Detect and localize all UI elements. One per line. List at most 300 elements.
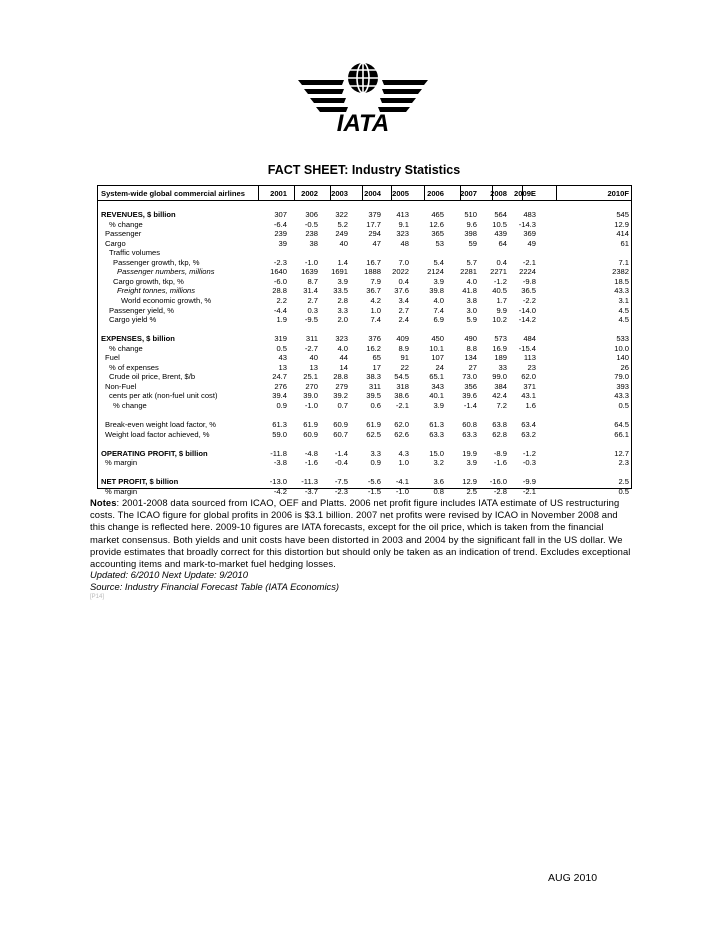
table-cell: 376: [368, 334, 381, 344]
table-cell: -4.1: [395, 477, 409, 487]
table-cell: -7.5: [334, 477, 348, 487]
table-cell: 3.2: [433, 458, 444, 468]
table-cell: 1691: [331, 267, 348, 277]
table-cell: 3.3: [337, 305, 348, 315]
table-cell: 510: [464, 210, 477, 219]
year-header: 2007: [460, 189, 477, 198]
table-cell: 3.8: [466, 295, 477, 305]
table-cell: 343: [431, 381, 444, 391]
table-cell: 5.2: [337, 219, 348, 229]
table-cell: 66.1: [614, 429, 629, 439]
left-wing-icon: [298, 80, 348, 112]
table-cell: 7.4: [370, 315, 381, 325]
table-cell: -4.2: [273, 486, 287, 496]
table-cell: 0.4: [496, 257, 507, 267]
row-label: Passenger: [105, 229, 142, 239]
iata-logo: [296, 60, 430, 134]
table-cell: 2.5: [466, 486, 477, 496]
table-cell: 64.5: [614, 420, 629, 430]
table-cell: 36.7: [366, 286, 381, 296]
year-header: 2002: [301, 189, 318, 198]
table-cell: 3.6: [433, 477, 444, 487]
page-title: FACT SHEET: Industry Statistics: [267, 163, 461, 177]
table-cell: 533: [616, 334, 629, 344]
column-divider: [556, 186, 557, 201]
table-cell: 413: [396, 210, 409, 219]
table-cell: 19.9: [462, 448, 477, 458]
table-cell: 59: [468, 238, 477, 248]
row-label: % margin: [105, 458, 138, 468]
table-cell: 1.9: [276, 315, 287, 325]
table-cell: 40.1: [429, 391, 444, 401]
table-cell: -14.0: [518, 305, 536, 315]
table-cell: 22: [400, 362, 409, 372]
table-cell: 24.7: [272, 372, 287, 382]
table-cell: 73.0: [462, 372, 477, 382]
notes-text: : 2001-2008 data sourced from ICAO, OEF and Platts. 2006 net profit figure includes IATA estimate of US restructuring costs. The ICAO figure for global profits in 2006 is $3.1 billion. 2007 net profits were revised by ICAO in November 2008 and this change is reflected here. 2009-10 figures are IATA forecasts, except for the oil price, which is taken from the financial market consensus. Both yields and unit costs have been distorted in 2003 and 2004 by the significant fall in the US dollar. We provide estimates that broadly correct for this distortion but should only be taken as an indication of trend. Excludes exceptional accounting items and mark-to-market fuel hedging losses.: [90, 497, 631, 570]
row-label: Fuel: [105, 353, 120, 363]
table-cell: 439: [494, 229, 507, 239]
table-cell: 379: [368, 210, 381, 219]
table-cell: 306: [305, 210, 318, 219]
table-cell: 47: [372, 238, 381, 248]
table-cell: 564: [494, 210, 507, 219]
row-label: % change: [109, 343, 143, 353]
table-cell: 140: [616, 353, 629, 363]
table-cell: 7.2: [496, 401, 507, 410]
table-cell: 28.8: [333, 372, 348, 382]
table-cell: 1.4: [337, 257, 348, 267]
row-label: Weight load factor achieved, %: [105, 429, 210, 439]
table-cell: 79.0: [614, 372, 629, 382]
table-cell: 2.8: [337, 295, 348, 305]
table-cell: -1.2: [522, 448, 536, 458]
table-cell: 369: [523, 229, 536, 239]
table-cell: -3.8: [273, 458, 287, 468]
table-cell: 38.3: [366, 372, 381, 382]
table-cell: 16.2: [366, 343, 381, 353]
row-label: cents per atk (non-fuel unit cost): [109, 391, 218, 401]
table-cell: 0.9: [276, 401, 287, 410]
table-cell: 33.5: [333, 286, 348, 296]
table-cell: 0.8: [433, 486, 444, 496]
table-cell: 323: [396, 229, 409, 239]
table-cell: -2.3: [273, 257, 287, 267]
table-cell: 61.3: [429, 420, 444, 430]
logo-wordmark: IATA: [336, 110, 390, 134]
table-cell: 7.1: [618, 257, 629, 267]
table-cell: 3.9: [433, 401, 444, 410]
table-cell: 490: [464, 334, 477, 344]
table-cell: 3.9: [466, 458, 477, 468]
table-cell: 25.1: [303, 372, 318, 382]
table-cell: 1639: [301, 267, 318, 277]
table-cell: 9.1: [398, 219, 409, 229]
year-header: 2008: [490, 189, 507, 198]
table-cell: -1.5: [367, 486, 381, 496]
row-label: % change: [109, 219, 143, 229]
table-cell: 36.5: [521, 286, 536, 296]
table-cell: 483: [523, 210, 536, 219]
table-cell: 2.4: [398, 315, 409, 325]
table-cell: 3.1: [618, 295, 629, 305]
table-cell: 0.3: [307, 305, 318, 315]
table-cell: 450: [431, 334, 444, 344]
table-cell: 39: [278, 238, 287, 248]
table-cell: 16.9: [492, 343, 507, 353]
table-cell: 61.3: [272, 420, 287, 430]
table-cell: 7.9: [370, 276, 381, 286]
table-cell: 60.7: [333, 429, 348, 439]
table-cell: 1640: [270, 267, 287, 277]
table-cell: 54.5: [394, 372, 409, 382]
row-label: OPERATING PROFIT, $ billion: [101, 448, 208, 458]
table-cell: 307: [274, 210, 287, 219]
table-cell: 62.0: [521, 372, 536, 382]
table-cell: 573: [494, 334, 507, 344]
table-cell: 365: [431, 229, 444, 239]
row-label: REVENUES, $ billion: [101, 210, 176, 219]
table-cell: 60.8: [462, 420, 477, 430]
table-cell: 484: [523, 334, 536, 344]
table-cell: 10.5: [492, 219, 507, 229]
table-cell: 294: [368, 229, 381, 239]
table-cell: 393: [616, 381, 629, 391]
row-label: Crude oil price, Brent, $/b: [109, 372, 196, 382]
year-header: 2001: [270, 189, 287, 198]
table-cell: -5.6: [367, 477, 381, 487]
table-cell: 279: [335, 381, 348, 391]
table-cell: 10.1: [429, 343, 444, 353]
table-cell: 23: [527, 362, 536, 372]
table-cell: 62.6: [394, 429, 409, 439]
row-label: World economic growth, %: [121, 295, 212, 305]
table-cell: -4.4: [273, 305, 287, 315]
row-label: Passenger numbers, millions: [117, 267, 215, 277]
globe-icon: [348, 63, 378, 93]
row-label: EXPENSES, $ billion: [101, 334, 175, 344]
table-cell: 1.0: [398, 458, 409, 468]
table-cell: 3.0: [466, 305, 477, 315]
table-cell: 113: [523, 353, 536, 363]
table-cell: -1.4: [463, 401, 477, 410]
table-cell: -1.2: [493, 276, 507, 286]
header-label: System-wide global commercial airlines: [101, 189, 245, 198]
table-cell: 63.3: [462, 429, 477, 439]
table-cell: 107: [431, 353, 444, 363]
year-header: 2009E: [514, 189, 536, 198]
table-cell: 2.7: [307, 295, 318, 305]
table-cell: 2281: [460, 267, 477, 277]
table-cell: 0.5: [618, 401, 629, 410]
table-cell: 4.3: [398, 448, 409, 458]
table-cell: 2.5: [618, 477, 629, 487]
table-cell: -9.9: [522, 477, 536, 487]
table-cell: 40: [339, 238, 348, 248]
table-cell: 39.4: [272, 391, 287, 401]
table-cell: 238: [305, 229, 318, 239]
table-cell: 398: [464, 229, 477, 239]
row-label: % of expenses: [109, 362, 159, 372]
row-label: Cargo growth, tkp, %: [113, 276, 184, 286]
table-cell: 3.4: [398, 295, 409, 305]
table-cell: -9.5: [304, 315, 318, 325]
table-cell: -11.3: [301, 477, 318, 487]
table-cell: 3.9: [433, 276, 444, 286]
table-cell: 65: [372, 353, 381, 363]
table-cell: 7.4: [433, 305, 444, 315]
table-cell: 1888: [364, 267, 381, 277]
table-cell: 65.1: [429, 372, 444, 382]
table-cell: 2.0: [337, 315, 348, 325]
right-wing-icon: [378, 80, 428, 112]
row-label: Traffic volumes: [109, 248, 161, 258]
table-cell: 0.5: [276, 343, 287, 353]
table-cell: 4.0: [337, 343, 348, 353]
table-cell: -16.0: [489, 477, 507, 487]
table-cell: -0.4: [334, 458, 348, 468]
table-cell: 311: [368, 381, 381, 391]
table-cell: -6.4: [273, 219, 287, 229]
table-cell: 26: [620, 362, 629, 372]
table-cell: 49: [527, 238, 536, 248]
table-cell: 39.2: [333, 391, 348, 401]
table-cell: 356: [464, 381, 477, 391]
table-cell: 7.0: [398, 257, 409, 267]
table-cell: -13.0: [269, 477, 287, 487]
table-cell: -1.0: [304, 401, 318, 410]
table-cell: 2.2: [276, 295, 287, 305]
year-header: 2006: [427, 189, 444, 198]
table-cell: 4.5: [618, 315, 629, 325]
table-cell: 1.7: [496, 295, 507, 305]
table-cell: -14.2: [518, 315, 536, 325]
table-cell: 322: [335, 210, 348, 219]
table-cell: 64: [498, 238, 507, 248]
stats-table: [97, 185, 632, 496]
table-cell: 4.2: [370, 295, 381, 305]
table-cell: 40: [309, 353, 318, 363]
table-cell: 9.9: [496, 305, 507, 315]
table-cell: 40.5: [492, 286, 507, 296]
table-cell: 10.0: [614, 343, 629, 353]
page-code: [P14]: [90, 594, 105, 600]
table-cell: 249: [335, 229, 348, 239]
year-header: 2003: [331, 189, 348, 198]
table-cell: 371: [523, 381, 536, 391]
table-cell: 323: [335, 334, 348, 344]
table-cell: 4.5: [618, 305, 629, 315]
table-cell: 311: [305, 334, 318, 344]
table-cell: 4.0: [433, 295, 444, 305]
row-label: Non-Fuel: [105, 381, 137, 391]
table-cell: -0.5: [304, 219, 318, 229]
table-cell: 318: [396, 381, 409, 391]
table-cell: 28.8: [272, 286, 287, 296]
table-cell: 38.6: [394, 391, 409, 401]
notes-label: Notes: [90, 497, 117, 508]
table-cell: 0.4: [398, 276, 409, 286]
row-label: Cargo yield %: [109, 315, 157, 325]
table-cell: 12.6: [429, 219, 444, 229]
table-cell: 12.9: [614, 219, 629, 229]
table-cell: 13: [309, 362, 318, 372]
table-cell: 16.7: [366, 257, 381, 267]
table-cell: 2022: [392, 267, 409, 277]
table-header: [98, 186, 631, 201]
table-cell: 39.6: [462, 391, 477, 401]
table-cell: 10.2: [492, 315, 507, 325]
table-cell: 63.2: [521, 429, 536, 439]
update-info: Updated: 6/2010 Next Update: 9/2010: [90, 569, 248, 580]
table-cell: -3.7: [304, 486, 318, 496]
table-cell: -6.0: [273, 276, 287, 286]
table-cell: -1.6: [304, 458, 318, 468]
table-cell: -0.3: [522, 458, 536, 468]
table-cell: 62.5: [366, 429, 381, 439]
table-cell: 17.7: [366, 219, 381, 229]
table-cell: 0.6: [370, 401, 381, 410]
table-cell: -2.8: [493, 486, 507, 496]
table-cell: 62.0: [394, 420, 409, 430]
table-cell: 1.0: [370, 305, 381, 315]
table-cell: 13: [278, 362, 287, 372]
table-cell: 8.8: [466, 343, 477, 353]
table-cell: -14.3: [518, 219, 536, 229]
source-info: Source: Industry Financial Forecast Table (IATA Economics): [90, 581, 340, 592]
table-cell: 18.5: [614, 276, 629, 286]
table-cell: -2.1: [395, 401, 409, 410]
table-cell: 63.8: [492, 420, 507, 430]
table-cell: 48: [400, 238, 409, 248]
row-label: NET PROFIT, $ billion: [101, 477, 179, 487]
table-cell: 2271: [490, 267, 507, 277]
table-cell: 319: [274, 334, 287, 344]
table-cell: -1.6: [493, 458, 507, 468]
table-cell: 60.9: [303, 429, 318, 439]
table-cell: 0.7: [337, 401, 348, 410]
table-cell: 15.0: [429, 448, 444, 458]
table-cell: -1.0: [304, 257, 318, 267]
row-label: Passenger yield, %: [109, 305, 175, 315]
row-label: % margin: [105, 486, 138, 496]
table-cell: 63.4: [521, 420, 536, 430]
table-cell: 5.9: [466, 315, 477, 325]
table-cell: -2.2: [522, 295, 536, 305]
table-cell: 17: [372, 362, 381, 372]
table-cell: 276: [274, 381, 287, 391]
table-cell: 53: [435, 238, 444, 248]
table-cell: 409: [396, 334, 409, 344]
table-cell: 61.9: [366, 420, 381, 430]
table-cell: 43: [278, 353, 287, 363]
table-cell: -2.7: [304, 343, 318, 353]
table-cell: 3.9: [337, 276, 348, 286]
table-cell: 0.9: [370, 458, 381, 468]
table-cell: 41.8: [462, 286, 477, 296]
table-cell: 61: [620, 238, 629, 248]
table-cell: 37.6: [394, 286, 409, 296]
table-cell: -8.9: [493, 448, 507, 458]
table-cell: 62.8: [492, 429, 507, 439]
table-cell: 27: [468, 362, 477, 372]
table-cell: 43.1: [521, 391, 536, 401]
table-cell: 59.0: [272, 429, 287, 439]
table-cell: -15.4: [518, 343, 536, 353]
row-label: Cargo: [105, 238, 126, 248]
table-cell: -11.8: [270, 448, 287, 458]
table-cell: 61.9: [303, 420, 318, 430]
row-label: Passenger growth, tkp, %: [113, 257, 200, 267]
table-cell: 2.3: [618, 458, 629, 468]
table-cell: 43.3: [614, 391, 629, 401]
table-cell: 0.5: [618, 486, 629, 496]
table-cell: 63.3: [429, 429, 444, 439]
table-cell: 12.7: [614, 448, 629, 458]
table-cell: 270: [305, 381, 318, 391]
table-cell: 2124: [427, 267, 444, 277]
table-cell: 3.3: [370, 448, 381, 458]
table-cell: 60.9: [333, 420, 348, 430]
table-cell: 384: [494, 381, 507, 391]
table-cell: 545: [616, 210, 629, 219]
table-cell: 465: [431, 210, 444, 219]
date-stamp: AUG 2010: [548, 872, 598, 884]
table-cell: 134: [464, 353, 477, 363]
table-cell: 24: [435, 362, 444, 372]
table-cell: 14: [339, 362, 348, 372]
table-cell: 44: [339, 353, 348, 363]
table-cell: 31.4: [303, 286, 318, 296]
year-header: 2005: [392, 189, 409, 198]
table-cell: -1.0: [395, 486, 409, 496]
row-label: Freight tonnes, millions: [117, 286, 196, 296]
table-cell: -2.1: [522, 486, 536, 496]
table-cell: 12.9: [462, 477, 477, 487]
year-header: 2004: [364, 189, 381, 198]
table-cell: 2.7: [398, 305, 409, 315]
table-cell: 239: [274, 229, 287, 239]
table-cell: -4.8: [304, 448, 318, 458]
row-label: Break-even weight load factor, %: [105, 420, 217, 430]
table-cell: -9.8: [522, 276, 536, 286]
table-cell: 2224: [519, 267, 536, 277]
table-cell: 5.4: [433, 257, 444, 267]
row-label: % change: [113, 401, 147, 410]
table-cell: -1.4: [334, 448, 348, 458]
table-cell: 39.0: [303, 391, 318, 401]
table-cell: 2382: [612, 267, 629, 277]
table-cell: 38: [309, 238, 318, 248]
table-cell: 5.7: [466, 257, 477, 267]
table-cell: 1.6: [525, 401, 536, 410]
table-cell: 189: [494, 353, 507, 363]
table-cell: 4.0: [466, 276, 477, 286]
year-header: 2010F: [607, 189, 629, 198]
table-cell: -2.3: [334, 486, 348, 496]
table-cell: 33: [498, 362, 507, 372]
table-cell: 43.3: [614, 286, 629, 296]
table-cell: 99.0: [492, 372, 507, 382]
table-cell: 8.9: [398, 343, 409, 353]
notes: [90, 497, 635, 570]
table-cell: 39.8: [429, 286, 444, 296]
table-cell: 39.5: [366, 391, 381, 401]
table-cell: 8.7: [307, 276, 318, 286]
table-cell: 6.9: [433, 315, 444, 325]
table-cell: 91: [400, 353, 409, 363]
table-cell: 42.4: [492, 391, 507, 401]
